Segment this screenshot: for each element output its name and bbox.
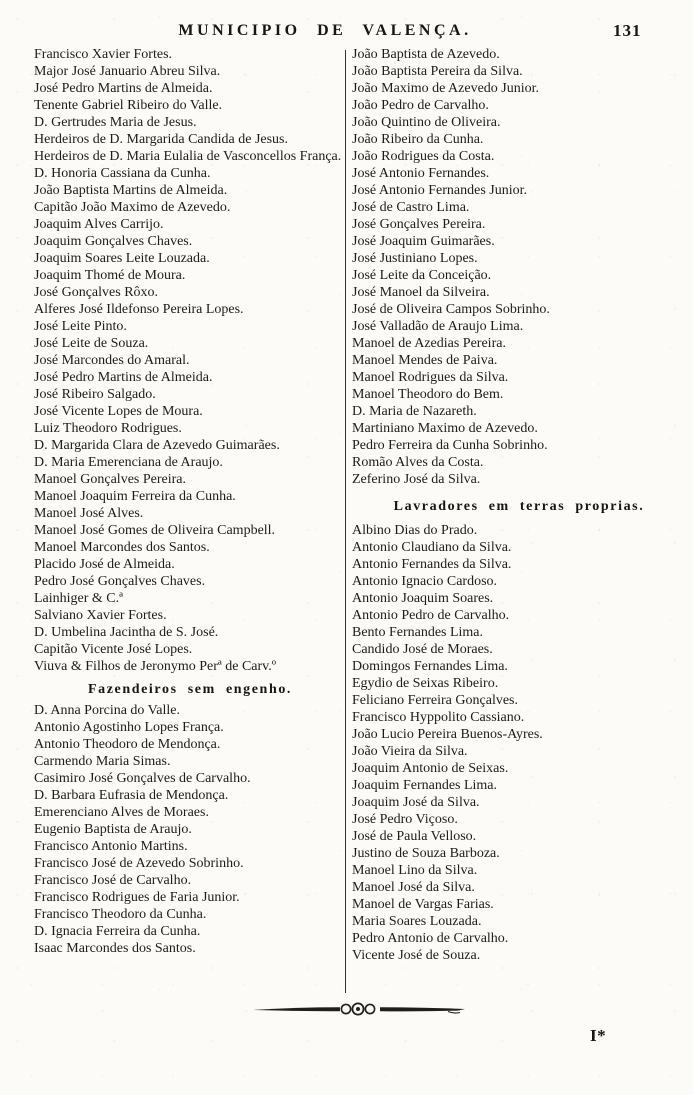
- list-entry: José Leite de Souza.: [34, 336, 149, 351]
- list-entry: José Justiniano Lopes.: [352, 251, 478, 266]
- list-entry: Manoel José da Silva.: [352, 880, 475, 895]
- list-entry: Francisco José de Carvalho.: [34, 873, 192, 888]
- section-heading-lavradores: Lavradores em terras proprias.: [393, 499, 645, 514]
- list-entry: João Rodrigues da Costa.: [352, 149, 495, 164]
- list-entry: Emerenciano Alves de Moraes.: [34, 805, 209, 820]
- list-entry: José Antonio Fernandes.: [352, 166, 490, 181]
- list-entry: Manoel José Gomes de Oliveira Campbell.: [34, 523, 276, 538]
- list-entry: José Pedro Viçoso.: [352, 812, 458, 827]
- list-entry: Herdeiros de D. Margarida Candida de Jesus.: [34, 132, 289, 147]
- list-entry: Isaac Marcondes dos Santos.: [34, 941, 196, 956]
- list-entry: Manoel de Azedias Pereira.: [352, 336, 506, 351]
- list-entry: José Leite da Conceição.: [352, 268, 492, 283]
- list-entry: José de Castro Lima.: [352, 200, 470, 215]
- list-entry: Antonio Joaquim Soares.: [352, 591, 494, 606]
- list-entry: Manoel Lino da Silva.: [352, 863, 478, 878]
- list-entry: Antonio Fernandes da Silva.: [352, 557, 512, 572]
- list-entry: Antonio Pedro de Carvalho.: [352, 608, 510, 623]
- ornament-divider-icon: [252, 1001, 466, 1017]
- list-entry: Joaquim Thomé de Moura.: [34, 268, 186, 283]
- list-entry: Antonio Agostinho Lopes França.: [34, 720, 224, 735]
- list-entry: Pedro Antonio de Carvalho.: [352, 931, 509, 946]
- section-heading-fazendeiros: Fazendeiros sem engenho.: [87, 682, 293, 697]
- signature-mark: I*: [590, 1026, 607, 1045]
- list-entry: Vicente José de Souza.: [352, 948, 481, 963]
- list-entry: José Ribeiro Salgado.: [34, 387, 156, 402]
- list-entry: Luiz Theodoro Rodrigues.: [34, 421, 182, 436]
- list-entry: D. Maria de Nazareth.: [352, 404, 477, 419]
- list-entry: Bento Fernandes Lima.: [352, 625, 484, 640]
- list-entry: João Lucio Pereira Buenos-Ayres.: [352, 727, 543, 742]
- list-entry: Francisco Antonio Martins.: [34, 839, 188, 854]
- list-entry: D. Barbara Eufrasia de Mendonça.: [34, 788, 229, 803]
- list-entry: Tenente Gabriel Ribeiro do Valle.: [34, 98, 223, 113]
- list-entry: João Maximo de Azevedo Junior.: [352, 81, 540, 96]
- list-entry: Manoel Rodrigues da Silva.: [352, 370, 509, 385]
- list-entry: Maria Soares Louzada.: [352, 914, 482, 929]
- list-entry: Albino Dias do Prado.: [352, 523, 478, 538]
- list-entry: D. Honoria Cassiana da Cunha.: [34, 166, 211, 181]
- list-entry: Casimiro José Gonçalves de Carvalho.: [34, 771, 251, 786]
- list-entry: José Gonçalves Rôxo.: [34, 285, 159, 300]
- list-entry: D. Anna Porcina do Valle.: [34, 703, 180, 718]
- list-entry: Lainhiger & C.ª: [34, 591, 124, 606]
- list-entry: José Marcondes do Amaral.: [34, 353, 190, 368]
- right-column: [352, 46, 686, 964]
- list-entry: Domingos Fernandes Lima.: [352, 659, 508, 674]
- list-entry: José Joaquim Guimarães.: [352, 234, 495, 249]
- list-entry: D. Gertrudes Maria de Jesus.: [34, 115, 197, 130]
- list-entry: José de Paula Velloso.: [352, 829, 477, 844]
- list-entry: José Manoel da Silveira.: [352, 285, 490, 300]
- list-entry: Capitão Vicente José Lopes.: [34, 642, 193, 657]
- list-entry: Viuva & Filhos de Jeronymo Perª de Carv.º: [34, 659, 277, 674]
- list-entry: Francisco Theodoro da Cunha.: [34, 907, 207, 922]
- lavradores-terras-proprias-list: [352, 522, 686, 964]
- list-entry: Martiniano Maximo de Azevedo.: [352, 421, 538, 436]
- list-entry: Antonio Ignacio Cardoso.: [352, 574, 498, 589]
- list-entry: Francisco Rodrigues de Faria Junior.: [34, 890, 240, 905]
- list-entry: Placido José de Almeida.: [34, 557, 175, 572]
- list-entry: Joaquim Soares Leite Louzada.: [34, 251, 210, 266]
- list-entry: Francisco Hyppolito Cassiano.: [352, 710, 525, 725]
- list-entry: João Vieira da Silva.: [352, 744, 468, 759]
- list-entry: Pedro José Gonçalves Chaves.: [34, 574, 206, 589]
- list-entry: Antonio Theodoro de Mendonça.: [34, 737, 221, 752]
- list-entry: Manoel Joaquim Ferreira da Cunha.: [34, 489, 236, 504]
- list-entry: D. Ignacia Ferreira da Cunha.: [34, 924, 201, 939]
- list-entry: Justino de Souza Barboza.: [352, 846, 500, 861]
- list-entry: João Ribeiro da Cunha.: [352, 132, 484, 147]
- landowners-list-continued: [352, 46, 686, 488]
- list-entry: José Pedro Martins de Almeida.: [34, 81, 213, 96]
- list-entry: Herdeiros de D. Maria Eulalia de Vasconcellos França.: [34, 149, 342, 164]
- list-entry: João Pedro de Carvalho.: [352, 98, 489, 113]
- list-entry: José Leite Pinto.: [34, 319, 127, 334]
- list-entry: Manoel Theodoro do Bem.: [352, 387, 504, 402]
- list-entry: Francisco Xavier Fortes.: [34, 47, 173, 62]
- left-column: [34, 46, 346, 957]
- list-entry: D. Umbelina Jacintha de S. José.: [34, 625, 219, 640]
- list-entry: José Antonio Fernandes Junior.: [352, 183, 527, 198]
- page-number: 131: [613, 21, 642, 40]
- list-entry: Eugenio Baptista de Araujo.: [34, 822, 192, 837]
- list-entry: Alferes José Ildefonso Pereira Lopes.: [34, 302, 244, 317]
- list-entry: Major José Januario Abreu Silva.: [34, 64, 221, 79]
- landowners-list: [34, 46, 346, 675]
- list-entry: Manoel Mendes de Paiva.: [352, 353, 498, 368]
- list-entry: Joaquim Fernandes Lima.: [352, 778, 498, 793]
- page-title: MUNICIPIO DE VALENÇA.: [178, 22, 472, 39]
- list-entry: Joaquim José da Silva.: [352, 795, 480, 810]
- list-entry: Joaquim Alves Carrijo.: [34, 217, 164, 232]
- list-entry: José de Oliveira Campos Sobrinho.: [352, 302, 550, 317]
- list-entry: Zeferino José da Silva.: [352, 472, 481, 487]
- list-entry: José Gonçalves Pereira.: [352, 217, 486, 232]
- fazendeiros-sem-engenho-list: [34, 702, 346, 957]
- list-entry: José Pedro Martins de Almeida.: [34, 370, 213, 385]
- list-entry: Romão Alves da Costa.: [352, 455, 484, 470]
- list-entry: Pedro Ferreira da Cunha Sobrinho.: [352, 438, 548, 453]
- list-entry: Manoel Marcondes dos Santos.: [34, 540, 210, 555]
- list-entry: José Valladão de Araujo Lima.: [352, 319, 524, 334]
- list-entry: Carmendo Maria Simas.: [34, 754, 171, 769]
- list-entry: Feliciano Ferreira Gonçalves.: [352, 693, 518, 708]
- list-entry: D. Maria Emerenciana de Araujo.: [34, 455, 223, 470]
- list-entry: Egydio de Seixas Ribeiro.: [352, 676, 499, 691]
- list-entry: D. Margarida Clara de Azevedo Guimarães.: [34, 438, 280, 453]
- list-entry: Candido José de Moraes.: [352, 642, 493, 657]
- list-entry: Joaquim Gonçalves Chaves.: [34, 234, 193, 249]
- list-entry: João Baptista Martins de Almeida.: [34, 183, 228, 198]
- list-entry: Manoel Gonçalves Pereira.: [34, 472, 186, 487]
- list-entry: Joaquim Antonio de Seixas.: [352, 761, 509, 776]
- list-entry: Salviano Xavier Fortes.: [34, 608, 167, 623]
- list-entry: José Vicente Lopes de Moura.: [34, 404, 203, 419]
- list-entry: Manoel de Vargas Farias.: [352, 897, 494, 912]
- list-entry: Francisco José de Azevedo Sobrinho.: [34, 856, 244, 871]
- list-entry: Capitão João Maximo de Azevedo.: [34, 200, 231, 215]
- list-entry: João Quintino de Oliveira.: [352, 115, 501, 130]
- list-entry: João Baptista Pereira da Silva.: [352, 64, 523, 79]
- list-entry: Manoel José Alves.: [34, 506, 144, 521]
- list-entry: João Baptista de Azevedo.: [352, 47, 500, 62]
- list-entry: Antonio Claudiano da Silva.: [352, 540, 512, 555]
